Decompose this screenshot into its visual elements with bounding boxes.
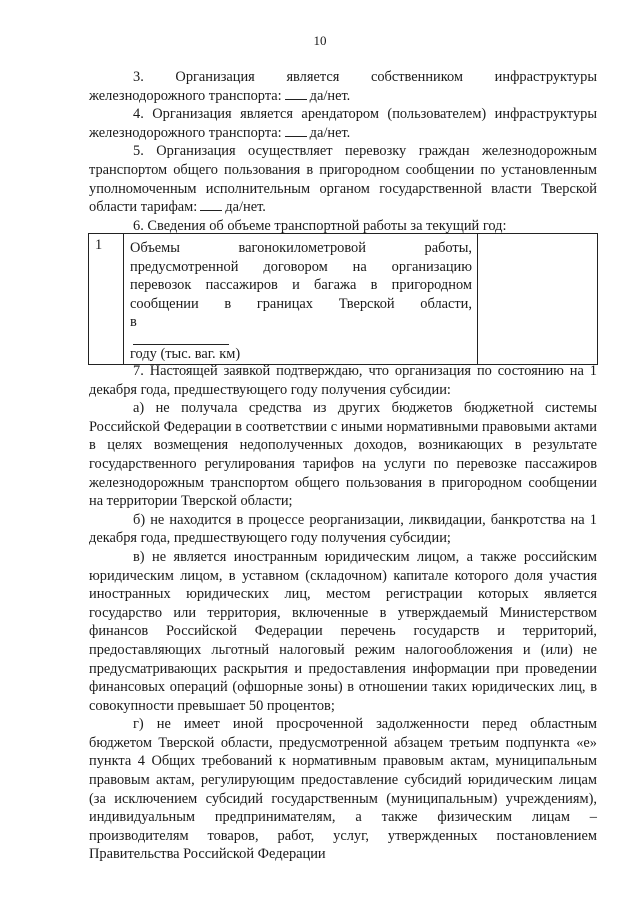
transport-volume-table xyxy=(88,233,598,365)
item-4-line2: железнодорожного транспорта: да/нет. xyxy=(89,124,351,141)
item-5: 5. Организация осуществляет перевозку граждан железнодорожным транспортом общего пользования в пригородном сообщении по установленным уполномоченным исполнительным органом государственной власти Тверской области тарифам: да/нет. xyxy=(89,143,597,216)
answer-blank xyxy=(285,125,307,137)
item-4-line1: 4. Организация является арендатором (пользователем) инфраструктуры xyxy=(133,106,597,123)
year-blank xyxy=(133,332,229,345)
page-number: 10 xyxy=(313,33,327,48)
desc-line: Объемы вагонокилометровой работы, xyxy=(130,240,472,256)
desc-line-year: в году (тыс. ваг. км) xyxy=(130,314,241,362)
para-a: а) не получала средства из других бюджетов бюджетной системы Российской Федерации в соответствии с иными нормативными правовыми актами в целях возмещения недополученных доходов, возникающих в результате государственного регулирования тарифов на услуги по перевозке пассажиров железнодорожным транспортом общего пользования в пригородном сообщении на территории Тверской области; xyxy=(89,400,597,510)
desc-line: сообщении в границах Тверской области, xyxy=(130,295,472,312)
row-value-cell xyxy=(478,234,598,365)
item-6: 6. Сведения об объеме транспортной работы за текущий год: xyxy=(133,217,507,234)
desc-line: предусмотренной договором на организацию xyxy=(130,258,472,275)
para-7: 7. Настоящей заявкой подтверждаю, что организация по состоянию на 1 декабря года, предшествующего году получения субсидии: xyxy=(89,363,597,398)
answer-blank xyxy=(200,199,222,211)
para-b: б) не находится в процессе реорганизации, ликвидации, банкротства на 1 декабря года, предшествующего году получения субсидии; xyxy=(89,511,597,547)
items-3-6 xyxy=(89,68,597,235)
row-description-cell xyxy=(124,234,478,365)
item-3-line1: 3. Организация является собственником инфраструктуры xyxy=(133,69,597,85)
table-row xyxy=(89,234,598,365)
para-g: г) не имеет иной просроченной задолженности перед областным бюджетом Тверской области, предусмотренной абзацем третьим подпункта «е» пункта 4 Общих требований к нормативным правовым актам, муниципальным правовым актам, регулирующим предоставление субсидий юридическим лицам (за исключением субсидий государственным (муниципальным) учреждениям), индивидуальным предпринимателям, а также физическим лицам – производителям товаров, работ, услуг, утвержденных постановлением Правительства Российской Федерации xyxy=(89,716,597,863)
answer-blank xyxy=(285,88,307,100)
desc-line: перевозок пассажиров и багажа в пригородном xyxy=(130,277,472,294)
item-3-line2: железнодорожного транспорта: да/нет. xyxy=(89,87,351,104)
row-number-cell: 1 xyxy=(89,234,124,365)
para-v: в) не является иностранным юридическим лицом, а также российским юридическим лицом, в уставном (складочном) капитале которого доля участия иностранных юридических лиц, местом регистрации которых является государство или территория, включенные в утверждаемый Министерством финансов Российской Федерации перечень государств и территорий, предоставляющих льготный налоговый режим налогообложения и (или) не предусматривающих раскрытия и предоставления информации при проведении финансовых операций (офшорные зоны) в отношении таких юридических лиц, в совокупности превышает 50 процентов; xyxy=(89,548,597,714)
section-7 xyxy=(89,362,597,864)
